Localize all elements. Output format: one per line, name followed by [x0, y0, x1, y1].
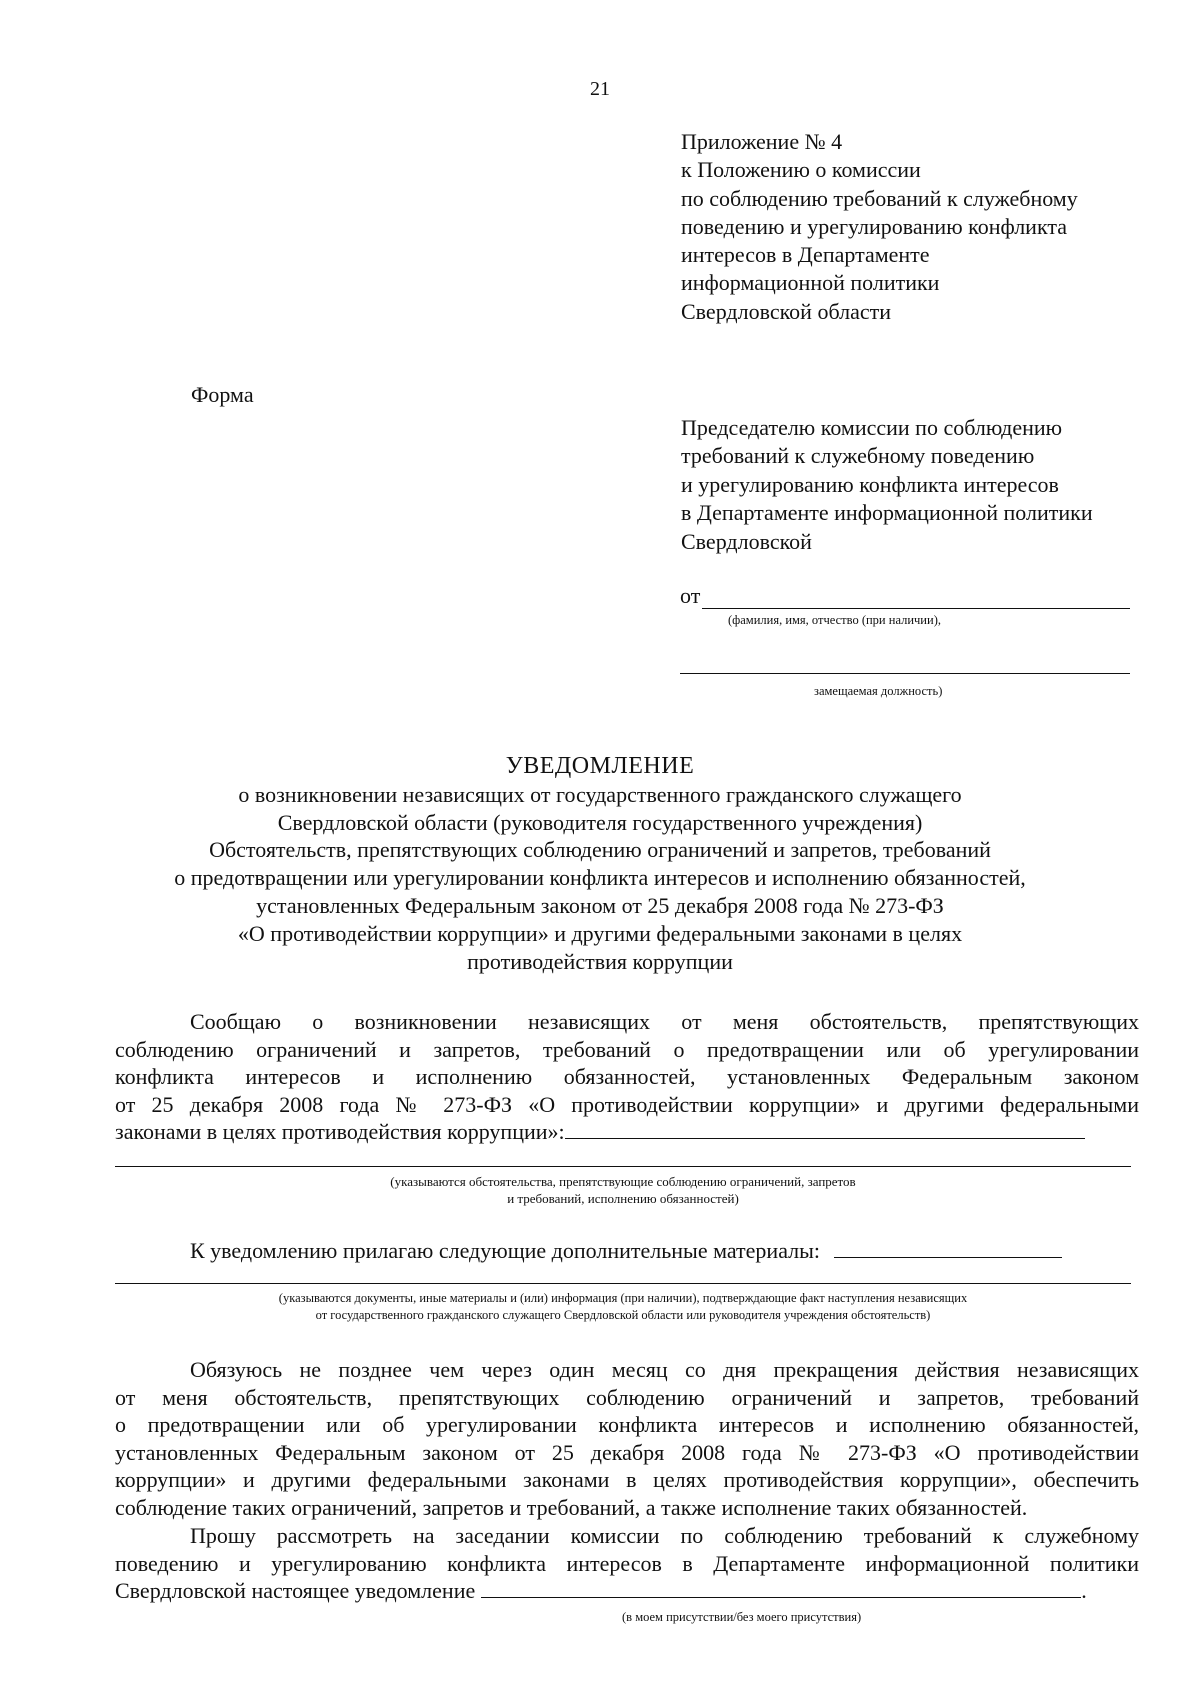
from-name-caption: (фамилия, имя, отчество (при наличии),: [728, 613, 941, 627]
paragraph-line: соблюдение таких ограничений, запретов и требований, а также исполнение таких обязанностей.: [115, 1494, 1028, 1520]
paragraph-line: от меня обстоятельств, препятствующих соблюдению ограничений и запретов, требований: [115, 1384, 1139, 1410]
addressee-line: требований к служебному поведению: [681, 443, 1035, 469]
addressee-block: [681, 414, 1161, 556]
appendix-line: по соблюдению требований к служебному: [681, 185, 1078, 211]
paragraph-line: установленных Федеральным законом от 25 декабря 2008 года № 273-ФЗ «О противодействии: [115, 1439, 1139, 1465]
from-prefix: от: [680, 583, 701, 608]
paragraph-request: [115, 1522, 1139, 1605]
paragraph-line: соблюдению ограничений и запретов, требований о предотвращении или об урегулировании: [115, 1036, 1139, 1062]
paragraph-line: конфликта интересов и исполнению обязанностей, установленных Федеральным законом: [115, 1064, 1139, 1089]
caption-line: от государственного гражданского служащего Свердловской области или руководителя учреждения обстоятельств): [315, 1308, 931, 1322]
notice-subtitle-line: установленных Федеральным законом от 25 декабря 2008 года № 273-ФЗ: [256, 892, 944, 918]
caption-line: и требований, исполнению обязанностей): [507, 1191, 739, 1206]
addressee-line: Свердловской: [681, 528, 812, 554]
appendix-header: [681, 128, 1161, 326]
presence-field[interactable]: [481, 1579, 1081, 1598]
paragraph-line: Обязуюсь не позднее чем через один месяц со дня прекращения действия независящих: [190, 1357, 1139, 1382]
notice-title: [150, 753, 1050, 975]
appendix-line: к Положению о комиссии: [681, 157, 921, 183]
page-number: 21: [590, 78, 610, 100]
paragraph-line: Свердловской настоящее уведомление: [115, 1578, 476, 1603]
from-name-line[interactable]: [702, 590, 1130, 609]
paragraph-line: Прошу рассмотреть на заседании комиссии по соблюдению требований к служебному: [190, 1523, 1139, 1548]
paragraph-line: законами в целях противодействия коррупции»:: [115, 1119, 565, 1144]
paragraph-line: Сообщаю о возникновении независящих от меня обстоятельств, препятствующих: [190, 1009, 1139, 1034]
notice-subtitle-line: «О противодействии коррупции» и другими федеральными законами в целях: [237, 920, 963, 946]
notice-subtitle-line: противодействия коррупции: [467, 948, 733, 974]
circumstances-field-line[interactable]: [115, 1166, 1131, 1167]
addressee-line: и урегулированию конфликта интересов: [681, 471, 1059, 497]
from-field[interactable]: [680, 583, 1130, 609]
appendix-line: поведению и урегулированию конфликта: [681, 213, 1067, 239]
circumstances-field[interactable]: [565, 1120, 1085, 1139]
addressee-line: в Департаменте информационной политики: [681, 500, 1093, 526]
notice-heading: УВЕДОМЛЕНИЕ: [505, 753, 695, 779]
attachments-field-line[interactable]: [115, 1283, 1131, 1284]
from-position-caption: замещаемая должность): [814, 684, 943, 698]
notice-subtitle-line: Обстоятельств, препятствующих соблюдению ограничений и запретов, требований: [209, 837, 991, 863]
attachments-caption: [115, 1290, 1131, 1324]
attachments-text: К уведомлению прилагаю следующие дополнительные материалы:: [190, 1238, 821, 1263]
paragraph-line-with-field: [115, 1118, 1139, 1146]
paragraph-line-with-field: Свердловской настоящее уведомление .: [115, 1578, 1087, 1603]
presence-caption: (в моем присутствии/без моего присутствия): [622, 1610, 862, 1624]
paragraph-report: [115, 1008, 1139, 1146]
appendix-line: Приложение № 4: [681, 129, 843, 154]
notice-subtitle-line: о предотвращении или урегулировании конфликта интересов и исполнению обязанностей,: [174, 865, 1026, 891]
from-position-line[interactable]: [680, 673, 1130, 674]
appendix-line: Свердловской области: [681, 298, 891, 324]
paragraph-line: коррупции» и другими федеральными законами в целях противодействия коррупции», обеспечить: [115, 1467, 1139, 1492]
circumstances-caption: [115, 1173, 1131, 1207]
paragraph-line: о предотвращении или об урегулировании конфликта интересов и исполнению обязанностей,: [115, 1412, 1139, 1437]
notice-subtitle-line: Свердловской области (руководителя государственного учреждения): [277, 809, 923, 835]
addressee-line: Председателю комиссии по соблюдению: [681, 415, 1063, 440]
caption-line: (указываются обстоятельства, препятствующие соблюдению ограничений, запретов: [390, 1174, 856, 1189]
caption-line: (указываются документы, иные материалы и (или) информация (при наличии), подтверждающие факт наступления независящих: [278, 1291, 968, 1305]
paragraph-obligation: [115, 1356, 1139, 1521]
appendix-line: интересов в Департаменте: [681, 242, 930, 268]
attachments-row: [190, 1238, 1062, 1264]
attachments-field[interactable]: [834, 1239, 1062, 1258]
appendix-line: информационной политики: [681, 270, 940, 296]
notice-subtitle-line: о возникновении независящих от государственного гражданского служащего: [238, 781, 962, 807]
form-label: Форма: [191, 382, 254, 407]
paragraph-line: поведению и урегулированию конфликта интересов в Департаменте информационной политики: [115, 1550, 1139, 1576]
paragraph-line: от 25 декабря 2008 года № 273-ФЗ «О противодействии коррупции» и другими федеральными: [115, 1091, 1139, 1117]
